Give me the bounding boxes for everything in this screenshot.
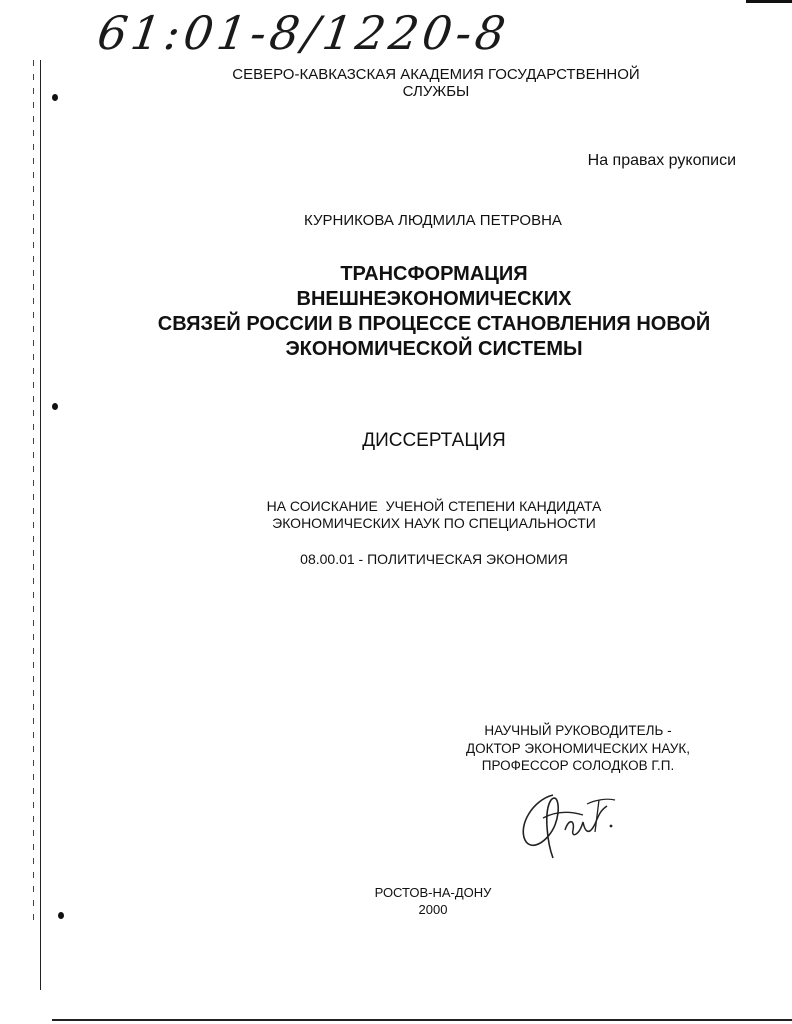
dissertation-title — [0, 262, 792, 362]
publication-place — [0, 884, 792, 918]
archive-code: 61:01-8/1220-8 — [94, 6, 513, 60]
year: 2000 — [418, 902, 448, 917]
degree-statement — [0, 498, 792, 532]
degree-line: ЭКОНОМИЧЕСКИХ НАУК ПО СПЕЦИАЛЬНОСТИ — [272, 515, 596, 531]
scan-corner-mark — [746, 0, 792, 3]
binding-hole — [52, 403, 58, 410]
institution-name — [0, 66, 792, 100]
author-name: КУРНИКОВА ЛЮДМИЛА ПЕТРОВНА — [304, 212, 562, 229]
supervisor-line: ДОКТОР ЭКОНОМИЧЕСКИХ НАУК, — [466, 740, 690, 756]
scan-bottom-line — [52, 1019, 792, 1021]
title-line: СВЯЗЕЙ РОССИИ В ПРОЦЕССЕ СТАНОВЛЕНИЯ НОВОЙ — [157, 313, 711, 335]
supervisor-block — [458, 722, 698, 775]
document-type: ДИССЕРТАЦИЯ — [362, 430, 506, 451]
institution-line: СЛУЖБЫ — [402, 83, 470, 100]
supervisor-line: НАУЧНЫЙ РУКОВОДИТЕЛЬ - — [484, 723, 672, 738]
title-line: ВНЕШНЕЭКОНОМИЧЕСКИХ — [296, 288, 572, 310]
supervisor-line: ПРОФЕССОР СОЛОДКОВ Г.П. — [481, 758, 675, 773]
specialty-code: 08.00.01 - ПОЛИТИЧЕСКАЯ ЭКОНОМИЯ — [300, 551, 568, 567]
scan-binding-dashes — [33, 60, 34, 920]
title-line: ТРАНСФОРМАЦИЯ — [340, 263, 528, 285]
institution-line: СЕВЕРО-КАВКАЗСКАЯ АКАДЕМИЯ ГОСУДАРСТВЕННОЙ — [232, 66, 640, 83]
city: РОСТОВ-НА-ДОНУ — [374, 885, 492, 900]
rights-note: На правах рукописи — [587, 152, 736, 169]
degree-line: НА СОИСКАНИЕ УЧЕНОЙ СТЕПЕНИ КАНДИДАТА — [266, 498, 602, 514]
title-line: ЭКОНОМИЧЕСКОЙ СИСТЕМЫ — [285, 338, 583, 360]
supervisor-signature — [503, 770, 633, 865]
